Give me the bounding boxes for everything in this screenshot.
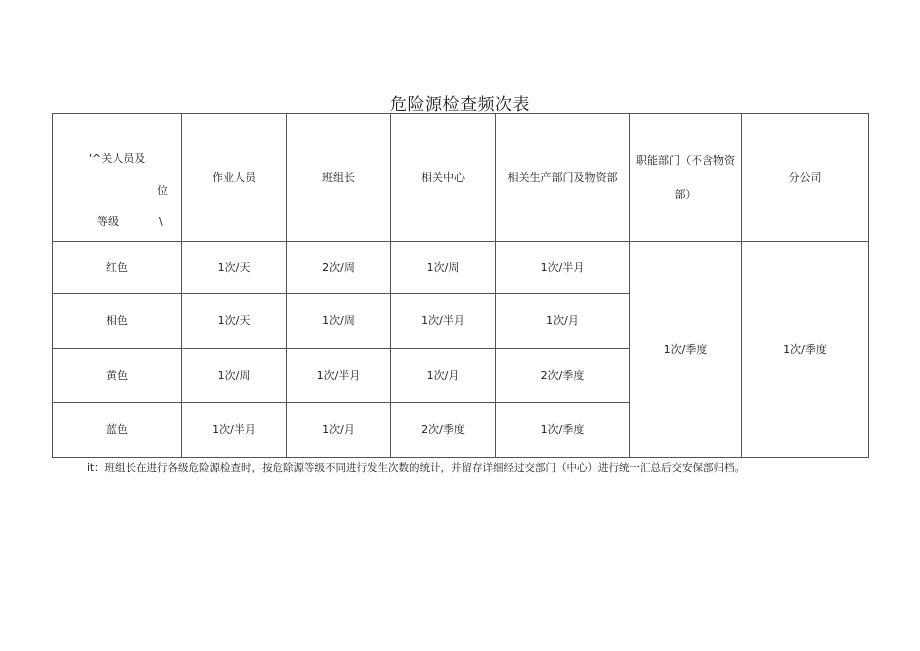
merged-cell-functional-dept: 1次/季度	[630, 242, 742, 458]
table-cell: 1次/季度	[496, 403, 630, 458]
diag-label-top: '^关人员及	[89, 152, 146, 165]
footnote: it：班组长在进行各级危险源检查时，按危除源等级不同进行发生次数的统计，并留存详细经过交部门（中心）进行统一汇总后交安保部归档。	[87, 462, 746, 474]
level-cell: 红色	[53, 242, 182, 294]
merged-cell-branch: 1次/季度	[742, 242, 869, 458]
table-cell: 1次/半月	[182, 403, 287, 458]
header-col5-line2: 部）	[674, 187, 697, 201]
table-cell: 1次/周	[287, 294, 391, 349]
table-cell: 1次/半月	[496, 242, 630, 294]
header-col-center: 相关中心	[391, 114, 496, 242]
header-col5-line1: 职能部门（不含物资	[636, 153, 735, 167]
header-col-team-leader: 班组长	[287, 114, 391, 242]
table-cell: 1次/半月	[391, 294, 496, 349]
header-col-production-dept: 相关生产部门及物资部	[496, 114, 630, 242]
table-cell: 2次/季度	[391, 403, 496, 458]
header-col-worker: 作业人员	[182, 114, 287, 242]
header-col-functional-dept	[630, 114, 742, 242]
table-cell: 1次/半月	[287, 349, 391, 403]
inspection-frequency-table	[52, 113, 869, 458]
table-cell: 1次/月	[496, 294, 630, 349]
table-header-row	[53, 114, 869, 242]
table-cell: 1次/月	[287, 403, 391, 458]
level-cell: 相色	[53, 294, 182, 349]
header-col-branch: 分公司	[742, 114, 869, 242]
diag-label-slash: \	[159, 215, 163, 228]
diag-label-mid: 位	[157, 184, 168, 197]
level-cell: 黄色	[53, 349, 182, 403]
table-cell: 1次/天	[182, 294, 287, 349]
table-cell: 2次/季度	[496, 349, 630, 403]
table-cell: 1次/月	[391, 349, 496, 403]
diagonal-header-cell	[53, 114, 182, 242]
table-cell: 1次/周	[391, 242, 496, 294]
table-cell: 1次/周	[182, 349, 287, 403]
level-cell: 蓝色	[53, 403, 182, 458]
table-row	[53, 242, 869, 294]
page-title: 危险源检查频次表	[390, 95, 530, 115]
table-cell: 1次/天	[182, 242, 287, 294]
table-cell: 2次/周	[287, 242, 391, 294]
diag-label-bottom: 等级	[97, 215, 119, 228]
